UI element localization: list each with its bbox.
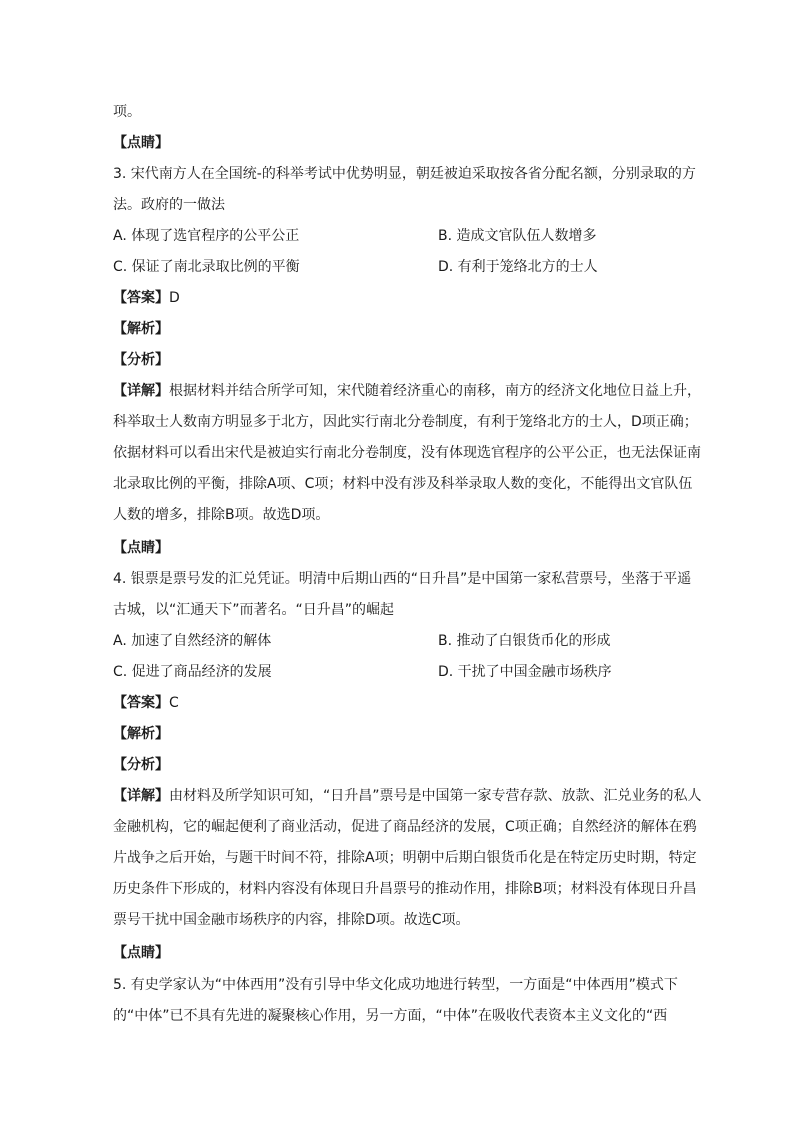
q4-option-d: D. 干扰了中国金融市场秩序 bbox=[438, 664, 612, 680]
q4-option-c: C. 促进了商品经济的发展 bbox=[113, 664, 272, 680]
q3-answer-row bbox=[113, 288, 703, 308]
q3-detail-line-4: 北录取比例的平衡，排除A项、C项；材料中没有涉及科举录取人数的变化，不能得出文官队伍 bbox=[113, 476, 693, 492]
q3-stem-line-1: 3. 宋代南方人在全国统-的科举考试中优势明显，朝廷被迫采取按各省分配名额，分别录取的方 bbox=[113, 166, 696, 182]
q3-answer-tag: 【答案】 bbox=[113, 290, 169, 306]
q4-answer-row bbox=[113, 693, 703, 713]
q4-fenxi-heading: 【分析】 bbox=[113, 757, 169, 773]
q3-option-d: D. 有利于笼络北方的士人 bbox=[438, 259, 598, 275]
q4-detail-line-5: 票号干扰中国金融市场秩序的内容，排除D项。故选C项。 bbox=[113, 912, 470, 928]
q2-tail-text: 项。 bbox=[113, 104, 141, 120]
q3-option-a: A. 体现了选官程序的公平公正 bbox=[113, 228, 300, 244]
q3-detail-line-3: 依据材料可以看出宋代是被迫实行南北分卷制度，没有体现选官程序的公平公正，也无法保证南 bbox=[113, 445, 701, 461]
q4-stem-line-1: 4. 银票是票号发的汇兑凭证。明清中后期山西的“日升昌”是中国第一家私营票号，坐落于平遥 bbox=[113, 571, 692, 587]
q3-detail-text-1: 根据材料并结合所学可知，宋代随着经济重心的南移，南方的经济文化地位日益上升， bbox=[169, 383, 701, 399]
q4-answer-tag: 【答案】 bbox=[113, 695, 169, 711]
q4-detail-tag: 【详解】 bbox=[113, 788, 169, 804]
q3-detail-line-5: 人数的增多，排除B项。故选D项。 bbox=[113, 507, 330, 523]
q3-detail-line-2: 科举取士人数南方明显多于北方，因此实行南北分卷制度，有利于笼络北方的士人，D项正确； bbox=[113, 414, 698, 430]
q4-detail-line-1 bbox=[113, 786, 703, 806]
q4-detail-line-3: 片战争之后开始，与题干时间不符，排除A项；明朝中后期白银货币化是在特定历史时期，特定 bbox=[113, 850, 697, 866]
q2-dianjing-heading: 【点睛】 bbox=[113, 135, 169, 151]
q3-detail-tag: 【详解】 bbox=[113, 383, 169, 399]
q3-jiexi-heading: 【解析】 bbox=[113, 321, 169, 337]
q3-detail-line-1 bbox=[113, 381, 703, 401]
q5-stem-line-1: 5. 有史学家认为“中体西用”没有引导中华文化成功地进行转型，一方面是“中体西用”模式下 bbox=[113, 977, 678, 993]
q3-answer-value: D bbox=[169, 290, 180, 306]
q4-stem-line-2: 古城，以“汇通天下”而著名。“日升昌”的崛起 bbox=[113, 602, 395, 618]
q4-detail-text-1: 由材料及所学知识可知，“日升昌”票号是中国第一家专营存款、放款、汇兑业务的私人 bbox=[169, 788, 702, 804]
q4-option-b: B. 推动了白银货币化的形成 bbox=[438, 633, 611, 649]
q5-stem-line-2: 的“中体”已不具有先进的凝聚核心作用，另一方面，“中体”在吸收代表资本主义文化的“西 bbox=[113, 1008, 668, 1024]
q4-detail-line-4: 历史条件下形成的，材料内容没有体现日升昌票号的推动作用，排除B项；材料没有体现日升昌 bbox=[113, 881, 697, 897]
q4-detail-line-2: 金融机构，它的崛起便利了商业活动，促进了商品经济的发展，C项正确；自然经济的解体在鸦 bbox=[113, 819, 697, 835]
q4-answer-value: C bbox=[169, 695, 179, 711]
q3-stem-line-2: 法。政府的一做法 bbox=[113, 197, 225, 213]
q4-jiexi-heading: 【解析】 bbox=[113, 726, 169, 742]
q4-option-a: A. 加速了自然经济的解体 bbox=[113, 633, 272, 649]
q3-option-b: B. 造成文官队伍人数增多 bbox=[438, 228, 597, 244]
q3-dianjing-heading: 【点睛】 bbox=[113, 540, 169, 556]
q3-option-c: C. 保证了南北录取比例的平衡 bbox=[113, 259, 300, 275]
q4-dianjing-heading: 【点睛】 bbox=[113, 945, 169, 961]
q3-fenxi-heading: 【分析】 bbox=[113, 352, 169, 368]
